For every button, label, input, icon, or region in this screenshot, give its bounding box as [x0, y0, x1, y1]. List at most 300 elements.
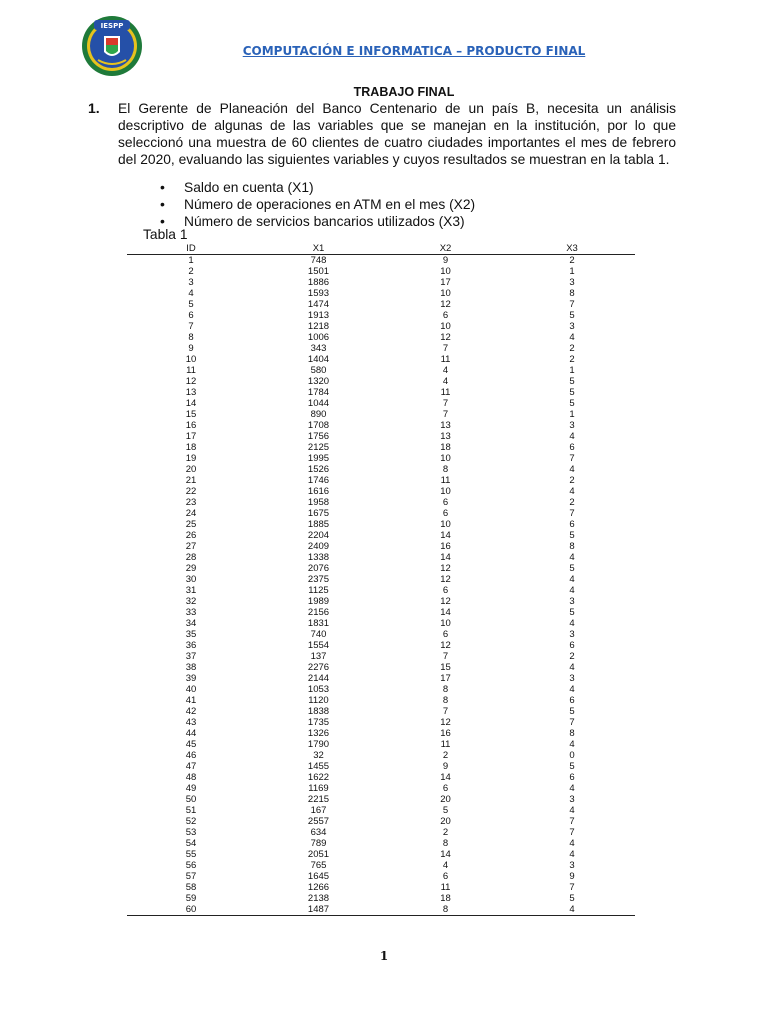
table-cell: 7 — [569, 453, 575, 464]
table-cell: 30 — [185, 574, 197, 585]
list-item-label: Saldo en cuenta (X1) — [184, 180, 314, 195]
bullet-icon: • — [160, 196, 165, 212]
table-cell: 5 — [442, 805, 449, 816]
table-row — [127, 354, 635, 365]
table-cell: 3 — [569, 277, 575, 288]
question-text: El Gerente de Planeación del Banco Centenario de un país B, necesita un análisis descriptivo de algunas de las variables que se manejan en la institución, por lo que seleccionó una muestra de 60 clientes de cuatro ciudades importantes el mes de febrero del 2020, evaluando las siguientes variables y cuyos resultados se muestran en la tabla 1. — [118, 101, 676, 167]
table-cell: 4 — [569, 431, 575, 442]
list-item — [160, 179, 475, 196]
table-cell: 1756 — [307, 431, 330, 442]
table-cell: 9 — [442, 255, 449, 266]
table-cell: 2557 — [307, 816, 330, 827]
table-cell: 3 — [569, 321, 575, 332]
table-cell: 1831 — [307, 618, 330, 629]
table-cell: 10 — [440, 453, 451, 464]
table-cell: 60 — [127, 904, 255, 916]
table-cell: 1 — [569, 409, 575, 420]
table-cell: 17 — [440, 673, 451, 684]
table-row — [127, 893, 635, 904]
table-cell: 35 — [185, 629, 197, 640]
table-cell: 4 — [188, 288, 194, 299]
table-row — [127, 783, 635, 794]
table-row — [127, 310, 635, 321]
table-cell: 789 — [310, 838, 327, 849]
table-cell: 21 — [185, 475, 197, 486]
table-row — [127, 508, 635, 519]
table-cell: 3 — [188, 277, 194, 288]
table-cell: 3 — [569, 860, 575, 871]
table-cell: 2 — [442, 750, 449, 761]
table-cell: 1006 — [307, 332, 330, 343]
table-cell: 4 — [442, 376, 449, 387]
table-cell: 1218 — [307, 321, 330, 332]
document-title: TRABAJO FINAL — [353, 85, 455, 99]
table-cell: 14 — [185, 398, 197, 409]
table-cell: 10 — [185, 354, 197, 365]
table-body — [127, 255, 635, 916]
table-cell: 28 — [185, 552, 197, 563]
svg-text:IESPP: IESPP — [100, 22, 124, 30]
table-cell: 10 — [440, 266, 451, 277]
table-cell: 2 — [188, 266, 194, 277]
table-cell: 16 — [440, 728, 451, 739]
table-cell: 2 — [569, 354, 575, 365]
table-caption: Tabla 1 — [143, 227, 188, 242]
table-cell: 2 — [569, 497, 575, 508]
table-cell: 20 — [440, 794, 451, 805]
table-row — [127, 717, 635, 728]
table-cell: 1645 — [307, 871, 330, 882]
table-cell: 4 — [569, 739, 575, 750]
table-cell: 1125 — [308, 585, 329, 596]
table-cell: 4 — [569, 464, 575, 475]
table-cell: 4 — [569, 585, 575, 596]
table-cell: 1053 — [307, 684, 330, 695]
table-row — [127, 255, 635, 267]
table-row — [127, 431, 635, 442]
table-cell: 11 — [186, 365, 196, 376]
table-cell: 6 — [188, 310, 194, 321]
table-cell: 1120 — [308, 695, 329, 706]
table-cell: 1501 — [307, 266, 330, 277]
table-cell: 890 — [310, 409, 327, 420]
table-cell: 5 — [188, 299, 194, 310]
table-cell: 12 — [440, 299, 451, 310]
table-cell: 14 — [440, 607, 451, 618]
table-cell: 2204 — [307, 530, 330, 541]
table-cell: 7 — [442, 409, 449, 420]
table-cell: 1 — [569, 266, 575, 277]
table-cell: 40 — [185, 684, 197, 695]
table-cell: 1404 — [307, 354, 330, 365]
table-cell: 2 — [569, 475, 575, 486]
table-cell: 1735 — [307, 717, 330, 728]
table-cell: 7 — [442, 706, 449, 717]
table-cell: 1487 — [255, 904, 382, 916]
table-cell: 26 — [185, 530, 197, 541]
table-row — [127, 552, 635, 563]
table-row — [127, 816, 635, 827]
table-cell: 5 — [569, 376, 575, 387]
table-row — [127, 629, 635, 640]
table-cell: 10 — [440, 288, 451, 299]
table-cell: 1320 — [307, 376, 330, 387]
table-row — [127, 739, 635, 750]
table-cell: 8 — [442, 464, 449, 475]
table-cell: 5 — [569, 310, 575, 321]
table-cell: 1474 — [307, 299, 330, 310]
table-cell: 18 — [185, 442, 197, 453]
table-row — [127, 387, 635, 398]
table-cell: 49 — [185, 783, 197, 794]
table-cell: 39 — [185, 673, 197, 684]
table-cell: 1455 — [307, 761, 330, 772]
table-cell: 11 — [440, 354, 451, 365]
table-cell: 1989 — [307, 596, 330, 607]
table-row — [127, 321, 635, 332]
table-cell: 1885 — [307, 519, 330, 530]
table-cell: 13 — [440, 431, 451, 442]
table-cell: 24 — [185, 508, 197, 519]
table-cell: 55 — [185, 849, 197, 860]
table-cell: 7 — [442, 398, 449, 409]
table-cell: 1913 — [307, 310, 330, 321]
table-cell: 3 — [569, 629, 575, 640]
list-item — [160, 196, 475, 213]
table-cell: 4 — [569, 805, 575, 816]
table-row — [127, 299, 635, 310]
table-cell: 2051 — [307, 849, 330, 860]
table-cell: 32 — [313, 750, 324, 761]
table-cell: 4 — [509, 904, 635, 916]
table-row — [127, 750, 635, 761]
table-cell: 7 — [569, 717, 575, 728]
page-number: 1 — [379, 949, 389, 963]
table-cell: 6 — [442, 629, 449, 640]
table-row — [127, 365, 635, 376]
table-cell: 11 — [440, 739, 451, 750]
table-cell: 6 — [569, 442, 575, 453]
table-cell: 44 — [185, 728, 197, 739]
table-cell: 1838 — [307, 706, 330, 717]
table-cell: 765 — [310, 860, 327, 871]
table-row — [127, 794, 635, 805]
table-row — [127, 871, 635, 882]
table-row — [127, 475, 635, 486]
table-cell: 27 — [185, 541, 197, 552]
table-row — [127, 519, 635, 530]
table-cell: 12 — [440, 332, 451, 343]
table-cell: 1708 — [307, 420, 330, 431]
list-item — [160, 213, 475, 230]
table-row — [127, 673, 635, 684]
table-cell: 7 — [442, 651, 449, 662]
question-number: 1. — [88, 100, 100, 116]
table-cell: 1675 — [307, 508, 330, 519]
table-cell: 32 — [185, 596, 197, 607]
table-row — [127, 618, 635, 629]
table-cell: 20 — [440, 816, 451, 827]
table-cell: 1622 — [307, 772, 330, 783]
table-cell: 1593 — [307, 288, 330, 299]
table-row — [127, 486, 635, 497]
table-row — [127, 695, 635, 706]
table-cell: 14 — [440, 849, 451, 860]
table-row — [127, 288, 635, 299]
table-cell: 12 — [440, 596, 451, 607]
table-cell: 11 — [440, 475, 451, 486]
table-cell: 580 — [310, 365, 327, 376]
table-row — [127, 266, 635, 277]
table-cell: 10 — [440, 486, 451, 497]
bullet-icon: • — [160, 213, 165, 229]
table-cell: 14 — [440, 552, 451, 563]
table-cell: 52 — [185, 816, 197, 827]
table-cell: 2 — [442, 827, 449, 838]
table-cell: 14 — [440, 530, 451, 541]
table-cell: 5 — [569, 893, 575, 904]
table-cell: 1958 — [307, 497, 330, 508]
table-cell: 137 — [310, 651, 327, 662]
table-cell: 56 — [185, 860, 197, 871]
table-cell: 4 — [442, 860, 449, 871]
table-cell: 2375 — [307, 574, 330, 585]
table-cell: 2138 — [307, 893, 330, 904]
table-cell: 22 — [185, 486, 197, 497]
table-cell: 5 — [569, 761, 575, 772]
table-cell: 2215 — [307, 794, 330, 805]
table-cell: 5 — [569, 706, 575, 717]
table-cell: 4 — [569, 838, 575, 849]
table-cell: 2125 — [307, 442, 330, 453]
table-cell: 7 — [569, 882, 575, 893]
table-cell: 50 — [185, 794, 197, 805]
table-row — [127, 464, 635, 475]
table-cell: 1616 — [307, 486, 330, 497]
table-cell: 6 — [442, 783, 449, 794]
table-cell: 1784 — [307, 387, 330, 398]
table-cell: 33 — [185, 607, 197, 618]
table-cell: 10 — [440, 519, 451, 530]
table-cell: 53 — [185, 827, 197, 838]
table-cell: 3 — [569, 673, 575, 684]
list-item-label: Número de servicios bancarios utilizados (X3) — [184, 214, 465, 229]
table-row — [127, 596, 635, 607]
table-row — [127, 420, 635, 431]
table-cell: 2144 — [307, 673, 330, 684]
column-header-x1: X1 — [255, 242, 382, 255]
table-cell: 8 — [442, 838, 449, 849]
table-cell: 7 — [442, 343, 449, 354]
table-row — [127, 409, 635, 420]
table-cell: 1266 — [307, 882, 330, 893]
table-row — [127, 838, 635, 849]
table-cell: 54 — [185, 838, 197, 849]
table-row — [127, 343, 635, 354]
table-cell: 16 — [440, 541, 451, 552]
table-cell: 7 — [569, 816, 575, 827]
table-cell: 25 — [185, 519, 197, 530]
variables-list — [160, 179, 475, 230]
table-cell: 29 — [185, 563, 197, 574]
table-cell: 343 — [310, 343, 327, 354]
table-cell: 59 — [185, 893, 197, 904]
table-cell: 9 — [442, 761, 449, 772]
table-cell: 51 — [185, 805, 197, 816]
table-cell: 9 — [569, 871, 575, 882]
table-row — [127, 651, 635, 662]
table-cell: 13 — [185, 387, 197, 398]
table-cell: 36 — [185, 640, 197, 651]
table-row — [127, 827, 635, 838]
table-cell: 6 — [569, 695, 575, 706]
table-cell: 11 — [440, 882, 451, 893]
table-cell: 9 — [188, 343, 194, 354]
table-row — [127, 849, 635, 860]
table-cell: 15 — [440, 662, 451, 673]
table-cell: 8 — [382, 904, 509, 916]
table-cell: 8 — [569, 541, 575, 552]
table-cell: 15 — [185, 409, 197, 420]
table-cell: 1554 — [307, 640, 330, 651]
table-cell: 6 — [569, 640, 575, 651]
table-cell: 2156 — [307, 607, 330, 618]
table-cell: 6 — [442, 508, 449, 519]
list-item-label: Número de operaciones en ATM en el mes (X2) — [184, 197, 476, 212]
table-cell: 18 — [440, 442, 451, 453]
column-header-x3: X3 — [509, 242, 635, 255]
table-row — [127, 585, 635, 596]
table-cell: 2 — [569, 255, 575, 266]
table-cell: 3 — [569, 794, 575, 805]
table-cell: 20 — [185, 464, 197, 475]
table-cell: 12 — [440, 574, 451, 585]
table-row — [127, 805, 635, 816]
table-cell: 48 — [185, 772, 197, 783]
table-cell: 10 — [440, 618, 451, 629]
table-row — [127, 728, 635, 739]
table-cell: 5 — [569, 563, 575, 574]
table-cell: 41 — [185, 695, 197, 706]
table-cell: 3 — [569, 420, 575, 431]
table-row — [127, 860, 635, 871]
table-cell: 12 — [440, 640, 451, 651]
table-cell: 1746 — [307, 475, 330, 486]
table-cell: 1338 — [307, 552, 330, 563]
table-cell: 8 — [188, 332, 194, 343]
table-cell: 8 — [569, 728, 575, 739]
table-row — [127, 442, 635, 453]
table-cell: 2 — [569, 651, 575, 662]
table-row — [127, 332, 635, 343]
table-cell: 8 — [442, 684, 449, 695]
table-cell: 4 — [569, 618, 575, 629]
table-cell: 17 — [440, 277, 451, 288]
table-cell: 4 — [569, 783, 575, 794]
table-cell: 2276 — [307, 662, 330, 673]
table-cell: 1995 — [307, 453, 330, 464]
table-cell: 7 — [188, 321, 194, 332]
table-cell: 8 — [442, 695, 449, 706]
table-cell: 12 — [440, 717, 451, 728]
table-cell: 2076 — [307, 563, 330, 574]
table-cell: 6 — [442, 871, 449, 882]
bullet-icon: • — [160, 179, 165, 195]
table-cell: 6 — [442, 497, 449, 508]
table-cell: 10 — [440, 321, 451, 332]
table-cell: 6 — [442, 585, 449, 596]
table-row — [127, 772, 635, 783]
table-cell: 1526 — [307, 464, 330, 475]
table-row — [127, 761, 635, 772]
table-cell: 4 — [569, 552, 575, 563]
table-cell: 47 — [185, 761, 197, 772]
table-cell: 5 — [569, 530, 575, 541]
table-cell: 4 — [442, 365, 449, 376]
table-cell: 4 — [569, 574, 575, 585]
column-header-id: ID — [127, 242, 255, 255]
table-row — [127, 904, 635, 916]
table-cell: 7 — [569, 299, 575, 310]
data-table — [127, 242, 635, 916]
table-cell: 37 — [185, 651, 197, 662]
table-row — [127, 530, 635, 541]
table-cell: 58 — [185, 882, 197, 893]
table-cell: 1886 — [307, 277, 330, 288]
table-cell: 5 — [569, 607, 575, 618]
table-cell: 4 — [569, 662, 575, 673]
table-cell: 6 — [569, 772, 575, 783]
table-cell: 43 — [185, 717, 197, 728]
table-cell: 11 — [440, 387, 451, 398]
table-cell: 38 — [185, 662, 197, 673]
table-cell: 1169 — [308, 783, 329, 794]
table-row — [127, 541, 635, 552]
table-row — [127, 882, 635, 893]
table-row — [127, 662, 635, 673]
table-cell: 7 — [569, 827, 575, 838]
table-cell: 1 — [188, 255, 194, 266]
table-cell: 4 — [569, 486, 575, 497]
table-row — [127, 277, 635, 288]
table-header-row — [127, 242, 635, 255]
table-row — [127, 563, 635, 574]
table-cell: 13 — [440, 420, 451, 431]
table-cell: 740 — [310, 629, 327, 640]
table-cell: 5 — [569, 387, 575, 398]
table-cell: 42 — [185, 706, 197, 717]
table-cell: 12 — [185, 376, 197, 387]
table-row — [127, 640, 635, 651]
table-cell: 2 — [569, 343, 575, 354]
table-row — [127, 607, 635, 618]
table-cell: 4 — [569, 684, 575, 695]
table-cell: 6 — [442, 310, 449, 321]
table-cell: 3 — [569, 596, 575, 607]
table-cell: 634 — [310, 827, 327, 838]
table-cell: 34 — [185, 618, 197, 629]
table-row — [127, 574, 635, 585]
table-cell: 31 — [185, 585, 197, 596]
table-cell: 1044 — [307, 398, 330, 409]
table-cell: 7 — [569, 508, 575, 519]
table-cell: 0 — [569, 750, 575, 761]
table-cell: 4 — [569, 332, 575, 343]
table-cell: 748 — [310, 255, 327, 266]
table-cell: 1326 — [307, 728, 330, 739]
table-cell: 17 — [185, 431, 197, 442]
table-cell: 57 — [185, 871, 197, 882]
